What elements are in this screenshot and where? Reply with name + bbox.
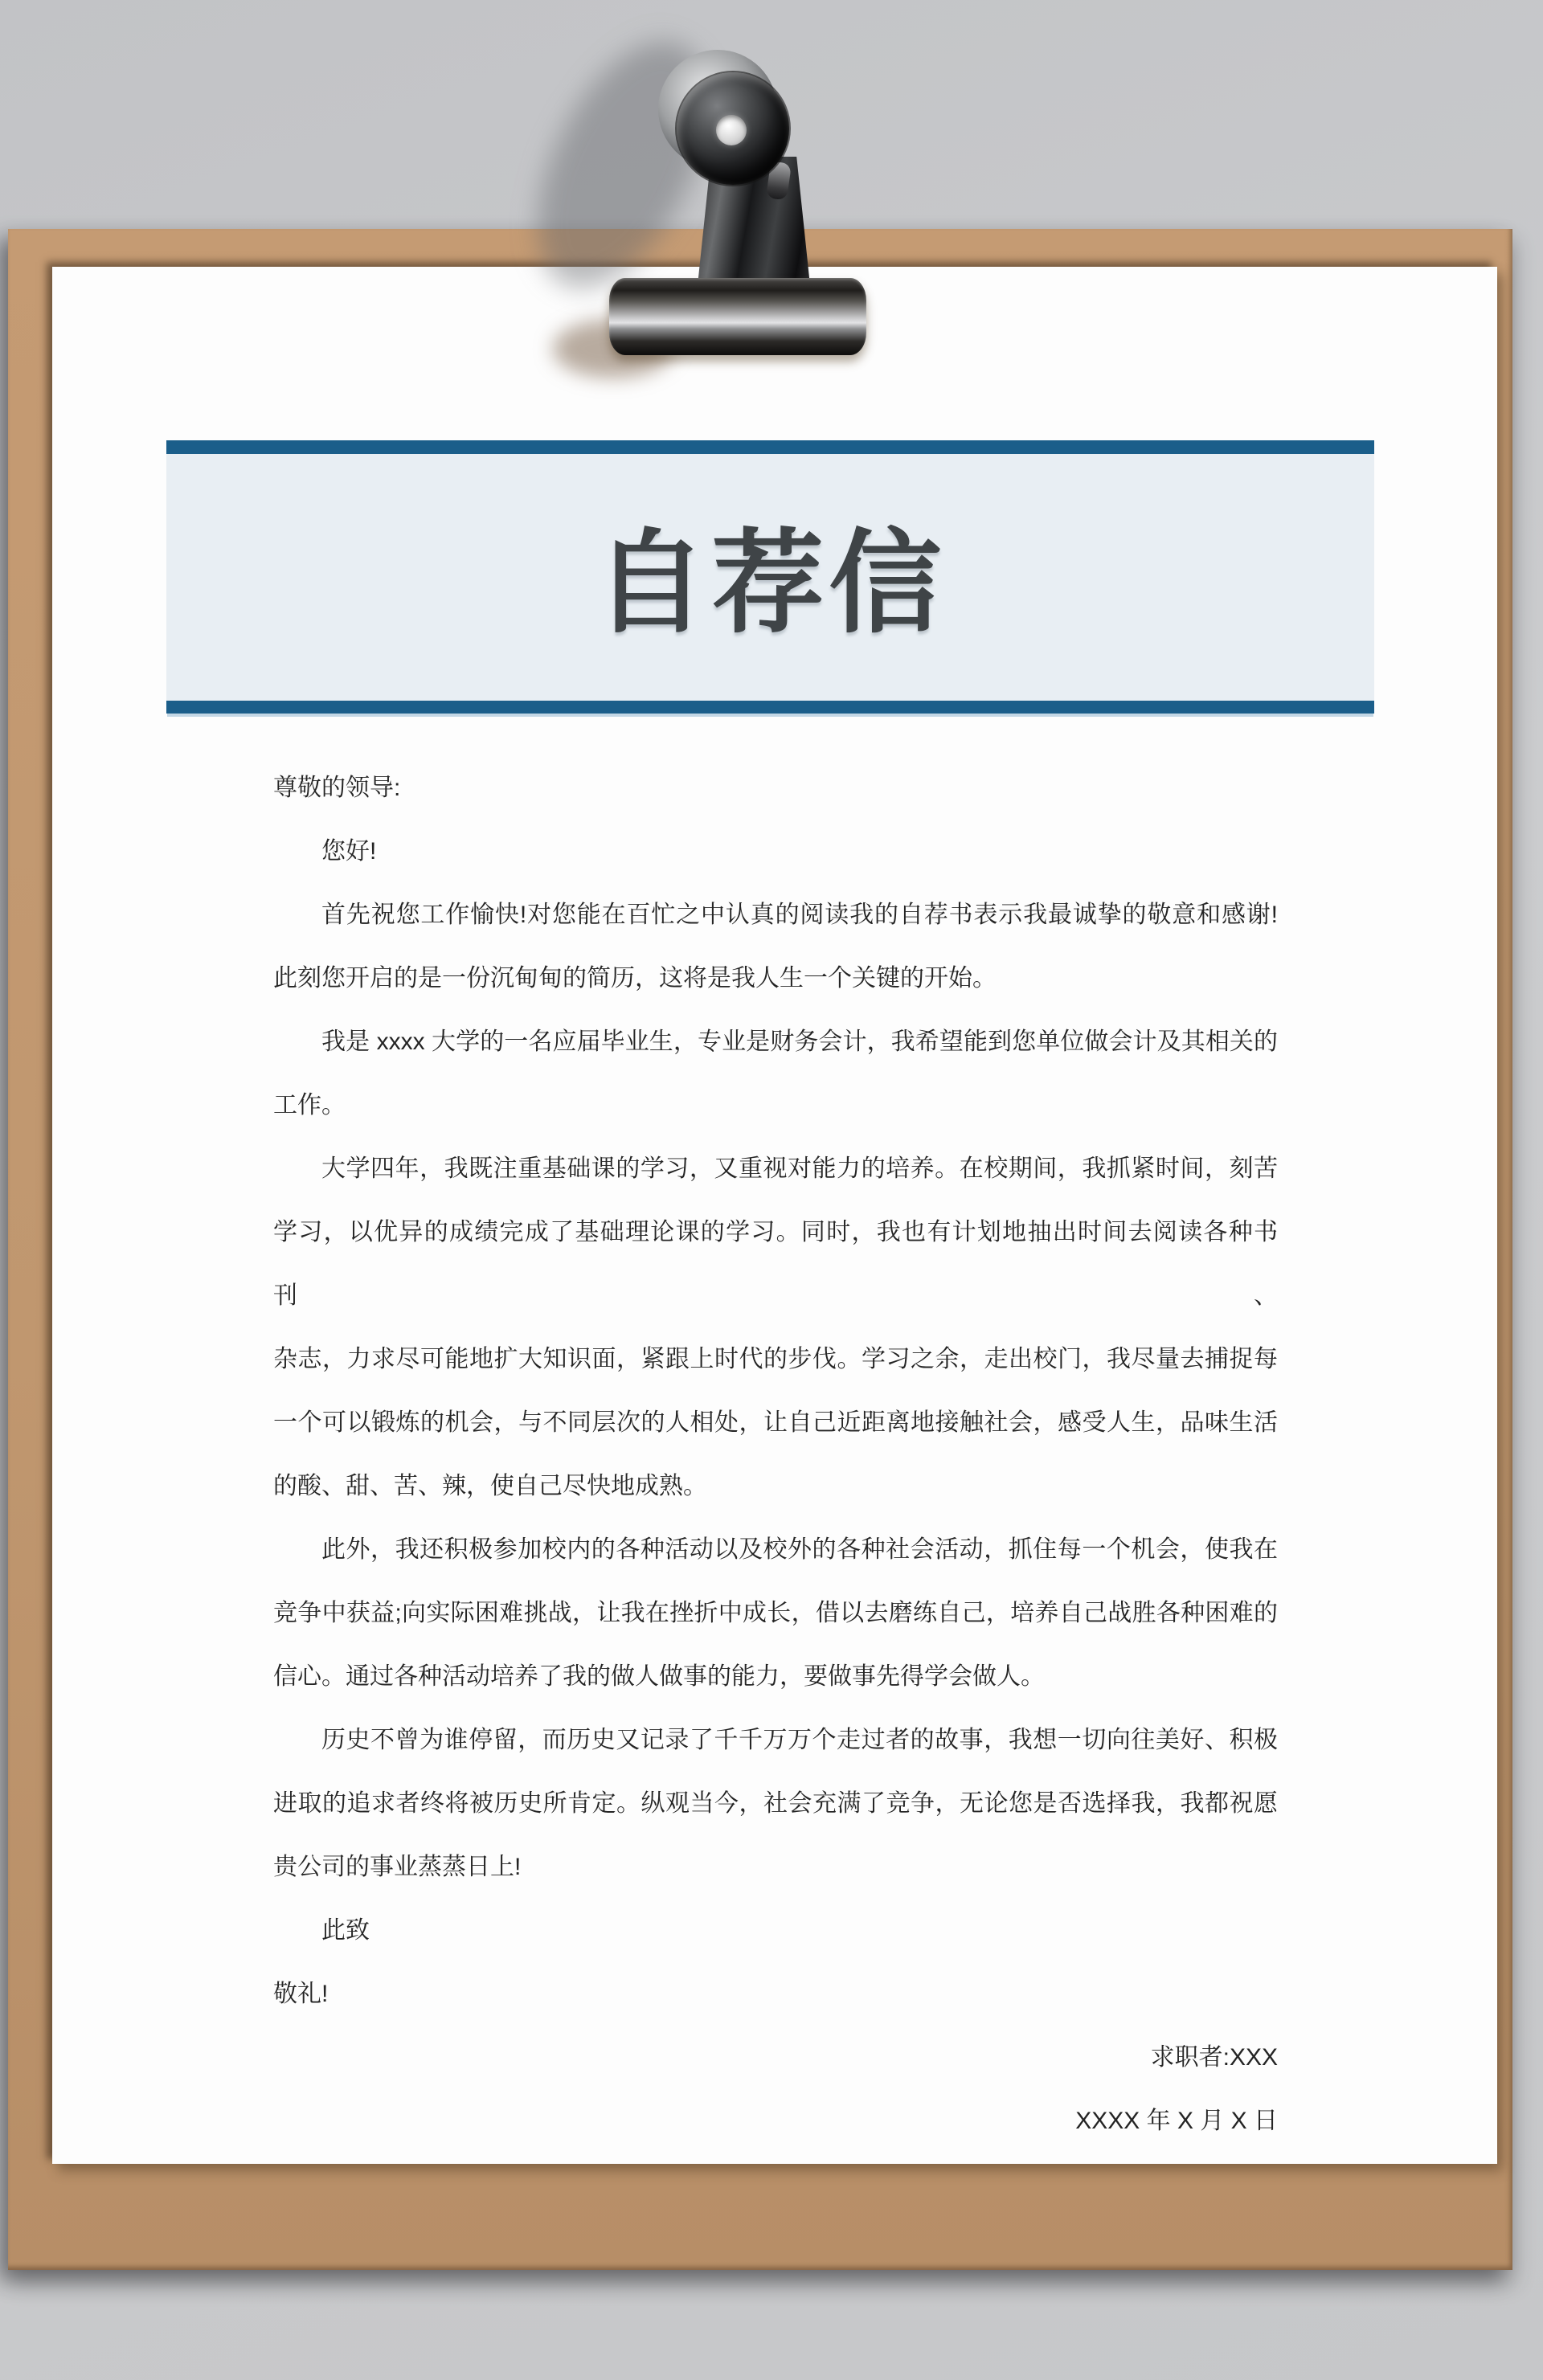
date-line: XXXX 年 X 月 X 日 xyxy=(1075,2108,1278,2134)
body-line: 工作。 xyxy=(273,1092,346,1118)
body-line: 一个可以锻炼的机会，与不同层次的人相处，让自己近距离地接触社会，感受人生，品味生活 xyxy=(273,1409,1278,1436)
body-line: 此外，我还积极参加校内的各种活动以及校外的各种社会活动，抓住每一个机会，使我在 xyxy=(321,1536,1278,1563)
body-line: 大学四年，我既注重基础课的学习，又重视对能力的培养。在校期间，我抓紧时间，刻苦 xyxy=(321,1155,1278,1182)
body-line: 竞争中获益;向实际困难挑战，让我在挫折中成长，借以去磨练自己，培养自己战胜各种困难的 xyxy=(273,1600,1278,1626)
body-line: 学习，以优异的成绩完成了基础理论课的学习。同时，我也有计划地抽出时间去阅读各种书刊、 xyxy=(273,1219,1278,1309)
signature-line: 求职者:XXX xyxy=(1150,2044,1278,2071)
salute-line: 敬礼! xyxy=(273,1981,329,2007)
greeting-line: 您好! xyxy=(321,838,377,865)
clip-hole xyxy=(716,115,747,145)
letter-paper xyxy=(52,267,1497,2164)
body-line: 进取的追求者终将被历史所肯定。纵观当今，社会充满了竞争，无论您是否选择我，我都祝愿 xyxy=(273,1790,1278,1817)
banner-bottom-rule xyxy=(166,701,1374,714)
salutation-line: 尊敬的领导: xyxy=(273,775,401,801)
clip-clamp-bar xyxy=(609,278,866,355)
body-line: 贵公司的事业蒸蒸日上! xyxy=(273,1854,522,1880)
title-banner xyxy=(166,440,1374,714)
body-line: 的酸、甜、苦、辣，使自己尽快地成熟。 xyxy=(273,1473,707,1499)
body-line: 首先祝您工作愉快!对您能在百忙之中认真的阅读我的自荐书表示我最诚挚的敬意和感谢! xyxy=(321,902,1278,928)
body-line: 此刻您开启的是一份沉甸甸的简历，这将是我人生一个关键的开始。 xyxy=(273,965,997,992)
banner-body xyxy=(166,454,1374,701)
banner-top-rule xyxy=(166,440,1374,454)
letter-body xyxy=(273,756,1278,2153)
body-line: 杂志，力求尽可能地扩大知识面，紧跟上时代的步伐。学习之余，走出校门，我尽量去捕捉每 xyxy=(273,1346,1278,1372)
clip-disc xyxy=(677,72,789,185)
binder-clip-icon xyxy=(563,24,900,370)
body-line: 历史不曾为谁停留，而历史又记录了千千万万个走过者的故事，我想一切向往美好、积极 xyxy=(321,1727,1278,1753)
page-title: 自荐信 xyxy=(594,519,947,646)
body-line: 我是 xxxx 大学的一名应届毕业生，专业是财务会计，我希望能到您单位做会计及其相关的 xyxy=(321,1028,1278,1055)
body-line: 信心。通过各种活动培养了我的做人做事的能力，要做事先得学会做人。 xyxy=(273,1663,1045,1690)
closing-line: 此致 xyxy=(321,1917,370,1944)
